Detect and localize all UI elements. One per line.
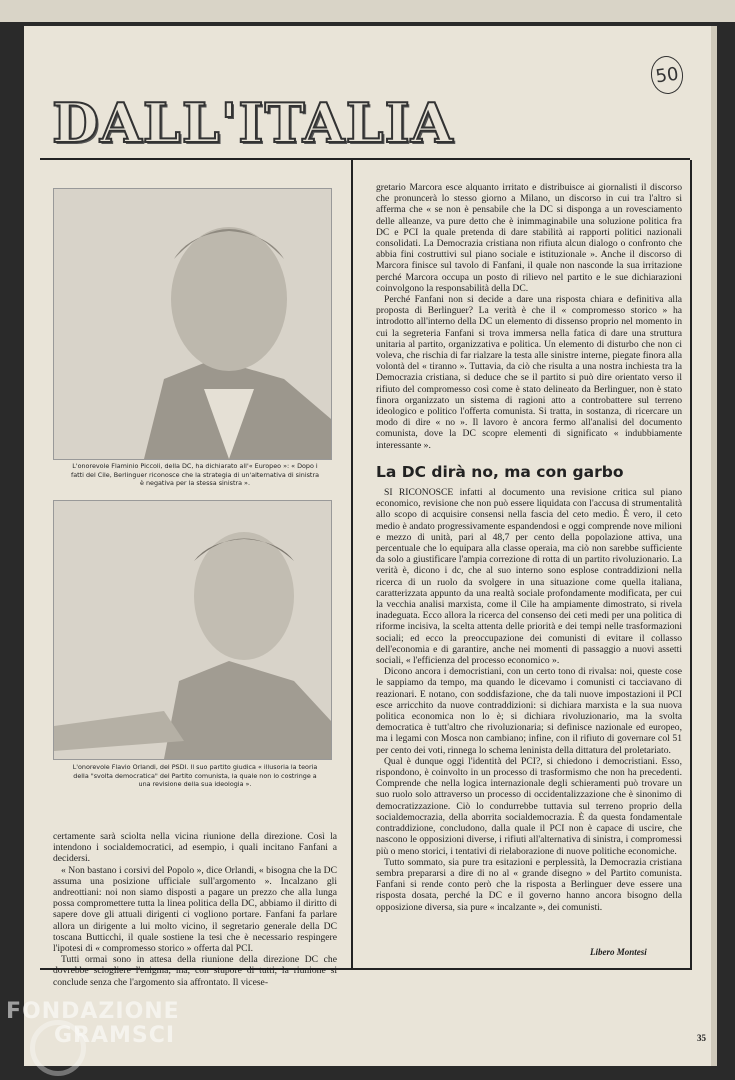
paragraph: Dicono ancora i democristiani, con un certo tono di rivalsa: noi, queste cose le sappiamo da tempo, ma quando le dicevamo i comunisti ci tacciavano di reazionari. E notano, con soddisfazione, che da tali nuove impostazioni il PCI esce arricchito da nuove contraddizioni: si dichiara marxista e la sua nuova politica economica non lo è; si dichiara rivoluzionario, ma la svolta democratica è tutt'altro che rivoluzionaria; si definisce nazionale ed europeo, ma i legami con Mosca non cambiano; infine, con il rifiuto di governare col 51 per cento dei voti, rinnega lo schema leninista della dittatura del proletariato. <box>376 666 682 756</box>
column-divider <box>351 160 353 970</box>
photo-caption-piccoli: L'onorevole Flaminio Piccoli, della DC, ha dichiarato all'« Europeo »: « Dopo i fatti del Cile, Berlinguer riconosce che la strategia di un'alternativa di sinistra è negativa per la stessa sinistra ». <box>71 462 319 488</box>
paragraph: certamente sarà sciolta nella vicina riunione della direzione. Così la intendono i socialdemocratici, ad esempio, i quali incitano Fanfani a decidersi. <box>53 831 337 865</box>
handwritten-page-mark: 50 <box>649 54 686 96</box>
watermark-line: GRAMSCI <box>54 1023 176 1048</box>
right-column-body-bottom <box>376 487 682 913</box>
left-column-body <box>53 831 337 988</box>
photo-orlandi <box>53 500 332 760</box>
section-masthead: DALL'ITALIA <box>52 91 454 155</box>
paragraph: Qual è dunque oggi l'identità del PCI?, si chiedono i democristiani. Esso, rispondono, è coinvolto in un processo di trasformismo che non ha precedenti. Comprende che nella logica internazionale degli schieramenti può trovare un suo ruolo solo attraverso un processo di occidentalizzazione che è sinonimo di democratizzazione. Ciò lo condurrebbe tuttavia sul terreno proprio della socialdemocrazia, della aborrita socialdemocrazia. È da questa fondamentale contraddizione, concludono, dalla quale il PCI non è capace di uscire, che nascono le opposizioni diverse, i rifiuti all'alternativa di sinistra, i compromessi più o meno storici, i tentativi di rielaborazione di nuove politiche economiche. <box>376 755 682 857</box>
paragraph: « Non bastano i corsivi del Popolo », dice Orlandi, « bisogna che la DC assuma una posizione ufficiale sull'argomento ». Incalzano gli andreottiani: noi non siamo disposti a pagare un prezzo che alla lunga possa compromettere tutta la linea politica della DC, abbiamo il diritto di sapere dove gli attuali dirigenti ci vogliono portare. Fanfani fa parlare allora un dirigente a lui molto vicino, il segretario generale della DC toscana Butticchi, il quale sostiene la tesi che è necessario respingere l'ipotesi di « compromesso storico » offerta dal PCI. <box>53 864 337 955</box>
paragraph: Tutto sommato, sia pure tra esitazioni e perplessità, la Democrazia cristiana sembra prepararsi a dire di no al « grande disegno » del Partito comunista. Fanfani si rende conto però che la risposta a Berlinguer deve essere una risposta dosata, perché la DC e il governo hanno ancora bisogno della opposizione diversa, sia pure « incalzante », dei comunisti. <box>376 856 682 913</box>
photo-caption-orlandi: L'onorevole Flavio Orlandi, del PSDI. Il suo partito giudica « illusoria la teoria della "svolta democratica" del Partito comunista, la quale non lo costringe a una revisione della sua ideologia ». <box>72 763 318 789</box>
article-subheading: La DC dirà no, ma con garbo <box>376 463 624 481</box>
page-number: 35 <box>697 1033 706 1043</box>
paragraph: gretario Marcora esce alquanto irritato e distribuisce ai giornalisti il discorso che pronuncerà lo stesso giorno a Milano, un discorso in cui tra l'altro si afferma che « se non è pensabile che la DC si disponga a un rovesciamento delle alleanze, va pure detto che è inimmaginabile una soluzione politica fra DC e PCI la quale pretenda di dare stabilità ai rapporti politici nazionali consolidati. La Democrazia cristiana non rifiuta alcun dialogo o confronto che abbia fini costruttivi sul piano sociale e istituzionale ». Anche il discorso di Marcora finisce sul tavolo di Fanfani, il quale non nasconde la sua irritazione perché Marcora occupa un posto di rilievo nel partito e le sue dichiarazioni coinvolgono la responsabilità della DC. <box>376 182 682 294</box>
archive-watermark <box>6 1000 180 1048</box>
header-rule <box>40 158 690 160</box>
watermark-line: FONDAZIONE <box>6 999 180 1024</box>
right-box-border <box>690 160 692 970</box>
scan-right-edge <box>711 26 717 1066</box>
right-column-body-top <box>376 182 682 451</box>
paragraph: Tutti ormai sono in attesa della riunione della direzione DC che dovrebbe sciogliere l'enigma; ma, con stupore di tutti, la riunione si conclude senza che l'argomento sia affrontato. Il vicese- <box>53 954 337 988</box>
photo-piccoli <box>53 188 332 460</box>
author-signature: Libero Montesi <box>590 947 647 957</box>
paragraph: SI RICONOSCE infatti al documento una revisione critica sul piano economico, revisione che non può essere liquidata con l'accusa di strumentalità allo scopo di acquisire consensi nella fascia del ceto medio. È vero, il ceto medio è andato progressivamente espandendosi e oggi comprende nove milioni e mezzo di unità, pari al 48,7 per cento della popolazione attiva, una percentuale che lo equipara alla classe operaia, ma ciò non sarebbe sufficiente da solo a giustificare l'ampia correzione di rotta di un partito rivoluzionario. La verità è, dicono i dc, che al suo interno sono esplose contraddizioni nella ricerca di un ruolo da svolgere in una situazione come quella italiana, caratterizzata appunto da una realtà sociale profondamente modificata, per cui la vecchia analisi marxista, come il Cile ha ampiamente dimostrato, si rivela inadeguata. Ecco allora la ricerca del consenso dei ceti medi per una politica di riforme incisiva, la scelta attenta delle priorità e dei tempi nelle trasformazioni sociali; ed ecco la preoccupazione dei comunisti di evitare il collasso dell'economia e di garantire, anche nei momenti di passaggio a nuovi assetti sociali, « l'efficienza del processo economico ». <box>376 487 682 667</box>
scan-top-edge <box>0 0 735 22</box>
paragraph: Perché Fanfani non si decide a dare una risposta chiara e definitiva alla proposta di Berlinguer? La verità è che il « compromesso storico » ha introdotto all'interno della DC un elemento di dissenso proprio nel momento in cui la segreteria Fanfani si trova immersa nella fatica di dare una struttura unitaria al partito, organizzativa e politica. Un elemento di disturbo che non ci voleva, che rischia di far rialzare la testa alle sinistre interne, piegate finora alla volontà del « tiranno ». Tuttavia, da ciò che risulta a una nostra inchiesta tra la Democrazia cristiana, si deduce che se il partito si può dire orientato verso il rifiuto del compromesso così come è stato delineato da Berlinguer, non è stato finora organizzato un sistema di ragioni atto a controbattere sul terreno ideologico e politico l'offerta comunista. Si tratta, in sostanza, di ricercare un modo di dire « no ». Il lavoro è ancora fermo all'analisi del documento comunista, dove la DC scopre elementi di significato « indubbiamente interessante ». <box>376 294 682 451</box>
